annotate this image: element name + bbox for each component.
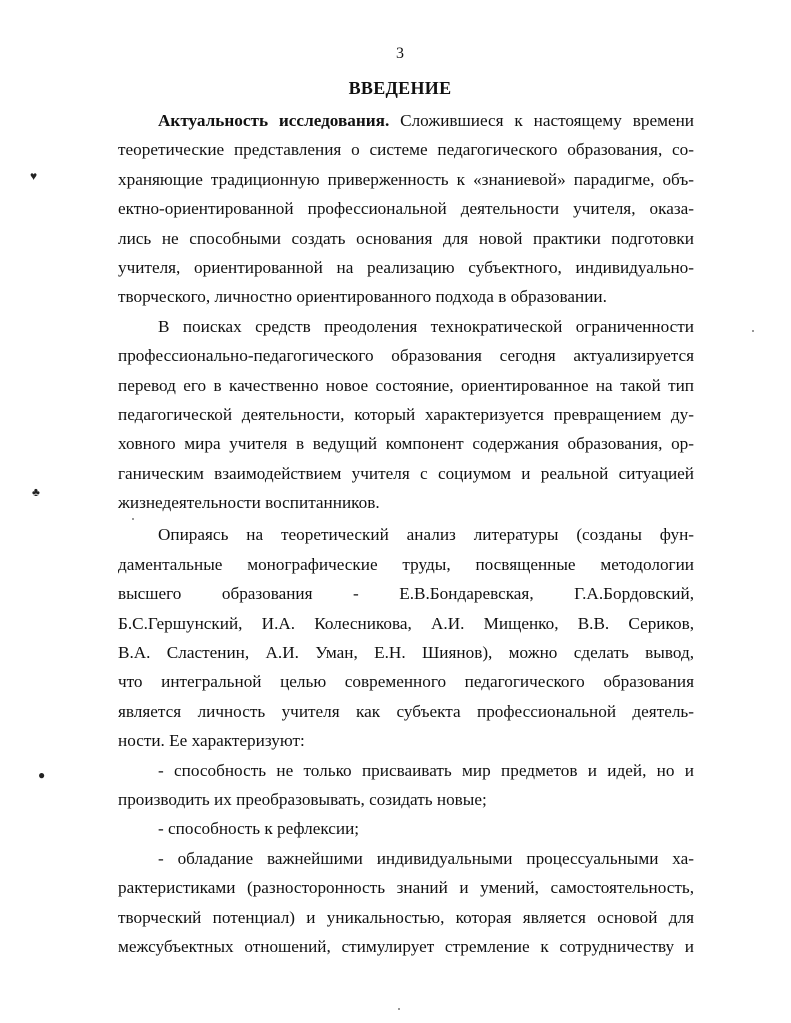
document-body: [118, 106, 694, 961]
paragraph-line: что интегральной целью современного педагогического образования: [118, 672, 694, 692]
list-item: - способность к рефлексии;: [158, 819, 360, 839]
paragraph-line: Б.С.Гершунский, И.А. Колесникова, А.И. Мищенко, В.В. Сериков,: [118, 613, 694, 633]
list-item-continuation: производить их преобразовывать, созидать новые;: [118, 789, 487, 809]
paragraph-line: ектно-ориентированной профессиональной деятельности учителя, оказа-: [118, 199, 694, 219]
page-title: ВВЕДЕНИЕ: [348, 78, 452, 98]
paragraph-line: ности. Ее характеризуют:: [118, 731, 305, 751]
list-item-continuation: межсубъектных отношений, стимулирует стремление к сотрудничеству и: [118, 936, 694, 956]
paragraph-line: педагогической деятельности, который характеризуется превращением ду-: [118, 404, 694, 424]
paragraph-line: является личность учителя как субъекта профессиональной деятель-: [118, 701, 694, 721]
scan-mark-icon: ●: [38, 768, 46, 782]
page-number: 3: [396, 45, 404, 62]
section-lead-heading: Актуальность исследования.: [158, 111, 390, 130]
paragraph-line: профессионально-педагогического образования сегодня актуализируется: [118, 346, 694, 366]
paragraph-line: храняющие традиционную приверженность к «знаниевой» парадигме, объ-: [118, 169, 694, 189]
paragraph-line: ховного мира учителя в ведущий компонент содержания образования, ор-: [118, 434, 694, 454]
scan-mark-icon: ♣: [32, 485, 40, 499]
paragraph-line: жизнедеятельности воспитанников.: [118, 493, 380, 513]
paragraph-line: лись не способными создать основания для новой практики подготовки: [118, 228, 694, 248]
paragraph-line: Опираясь на теоретический анализ литературы (созданы фун-: [158, 525, 694, 545]
scan-speck: [398, 1008, 400, 1010]
paragraph-line: творческого, личностно ориентированного подхода в образовании.: [118, 287, 607, 307]
paragraph-line: теоретические представления о системе педагогического образования, со-: [118, 140, 694, 160]
paragraph-line: перевод его в качественно новое состояние, ориентированное на такой тип: [118, 375, 694, 395]
list-item: - способность не только присваивать мир предметов и идей, но и: [158, 760, 694, 780]
list-item-continuation: рактеристиками (разносторонность знаний и умений, самостоятельность,: [118, 878, 694, 898]
paragraph-line: В поисках средств преодоления технократической ограниченности: [158, 316, 694, 336]
paragraph-line: учителя, ориентированной на реализацию субъектного, индивидуально-: [118, 257, 694, 277]
list-item: - обладание важнейшими индивидуальными процессуальными ха-: [158, 848, 694, 868]
paragraph-line: Актуальность исследования. Сложившиеся к настоящему времени: [158, 111, 694, 130]
paragraph-line: даментальные монографические труды, посвященные методологии: [118, 554, 694, 574]
paragraph-line: В.А. Сластенин, А.И. Уман, Е.Н. Шиянов), можно сделать вывод,: [118, 643, 694, 663]
paragraph-line: ганическим взаимодействием учителя с социумом и реальной ситуацией: [118, 463, 694, 483]
scan-speck: [752, 330, 754, 332]
paragraph-line: высшего образования - Е.В.Бондаревская, Г.А.Бордовский,: [118, 584, 694, 604]
scan-mark-icon: ♥: [30, 169, 38, 183]
list-item-continuation: творческий потенциал) и уникальностью, которая является основой для: [118, 907, 694, 927]
